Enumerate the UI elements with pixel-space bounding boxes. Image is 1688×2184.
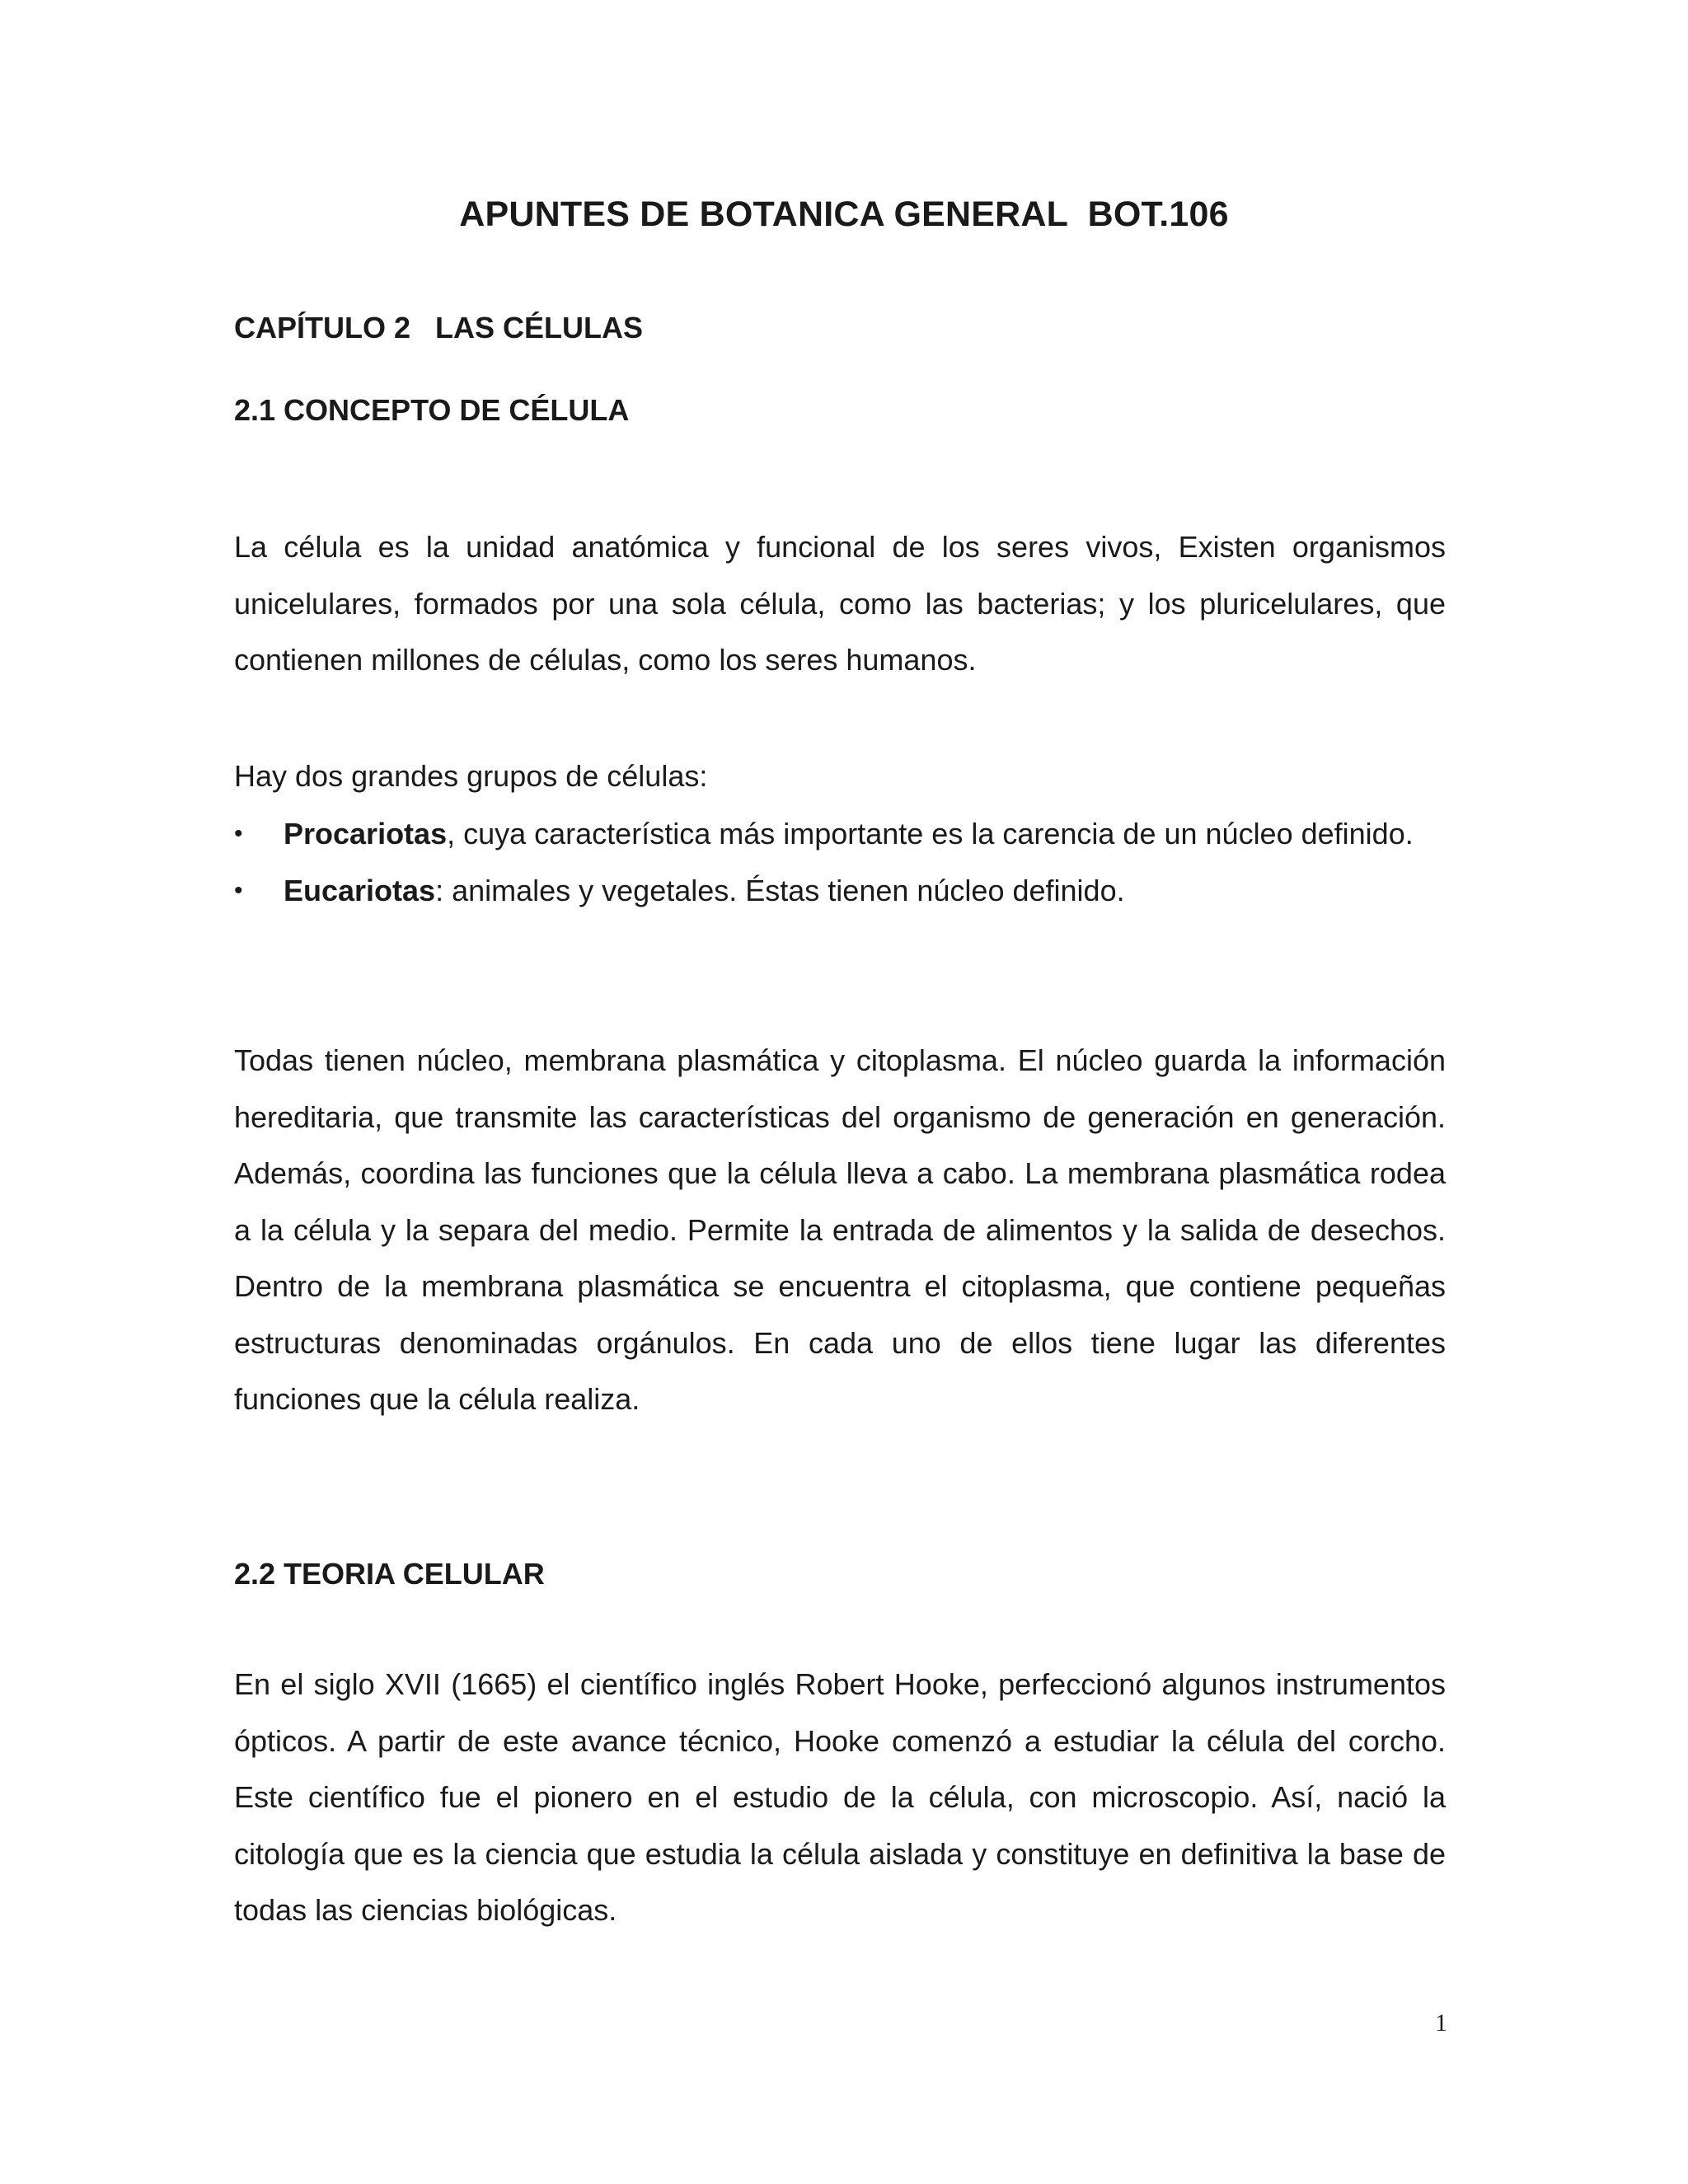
list-item-eucariotas [234, 863, 1446, 920]
chapter-heading: CAPÍTULO 2 LAS CÉLULAS [234, 311, 644, 344]
bullet-icon: • [234, 820, 243, 847]
paragraph-cell-structure: Todas tienen núcleo, membrana plasmática y citoplasma. El núcleo guarda la información hereditaria, que transmite las características del organismo de generación en generación. Además, coordina las funciones que la célula lleva a cabo. La membrana plasmática rodea a la célula y la separa del medio. Permite la entrada de alimentos y la salida de desechos. Dentro de la membrana plasmática se encuentra el citoplasma, que contiene pequeñas estructuras denominadas orgánulos. En cada uno de ellos tiene lugar las diferentes funciones que la célula realiza. [234, 1043, 1446, 1416]
procariotas-description: , cuya característica más importante es la carencia de un núcleo definido. [447, 817, 1414, 851]
cell-groups-intro: Hay dos grandes grupos de células: [234, 759, 708, 793]
document-title: APUNTES DE BOTANICA GENERAL BOT.106 [459, 194, 1229, 234]
eucariotas-description: : animales y vegetales. Éstas tienen núcleo definido. [435, 873, 1125, 907]
section-heading-teoria-celular: 2.2 TEORIA CELULAR [234, 1557, 545, 1591]
page-number: 1 [1435, 2009, 1447, 2036]
section-heading-concepto: 2.1 CONCEPTO DE CÉLULA [234, 393, 630, 427]
term-procariotas: Procariotas [284, 817, 448, 851]
list-item-procariotas [234, 806, 1446, 863]
cell-groups-list [234, 806, 1446, 919]
bullet-icon: • [234, 876, 243, 904]
paragraph-teoria-celular: En el siglo XVII (1665) el científico inglés Robert Hooke, perfeccionó algunos instrumentos ópticos. A partir de este avance técnico, Hooke comenzó a estudiar la célula del corcho. Este científico fue el pionero en el estudio de la célula, con microscopio. Así, nació la citología que es la ciencia que estudia la célula aislada y constituye en definitiva la base de todas las ciencias biológicas. [234, 1667, 1446, 1927]
term-eucariotas: Eucariotas [284, 873, 436, 907]
paragraph-concepto-celula: La célula es la unidad anatómica y funcional de los seres vivos, Existen organismos unicelulares, formados por una sola célula, como las bacterias; y los pluricelulares, que contienen millones de células, como los seres humanos. [234, 530, 1446, 677]
